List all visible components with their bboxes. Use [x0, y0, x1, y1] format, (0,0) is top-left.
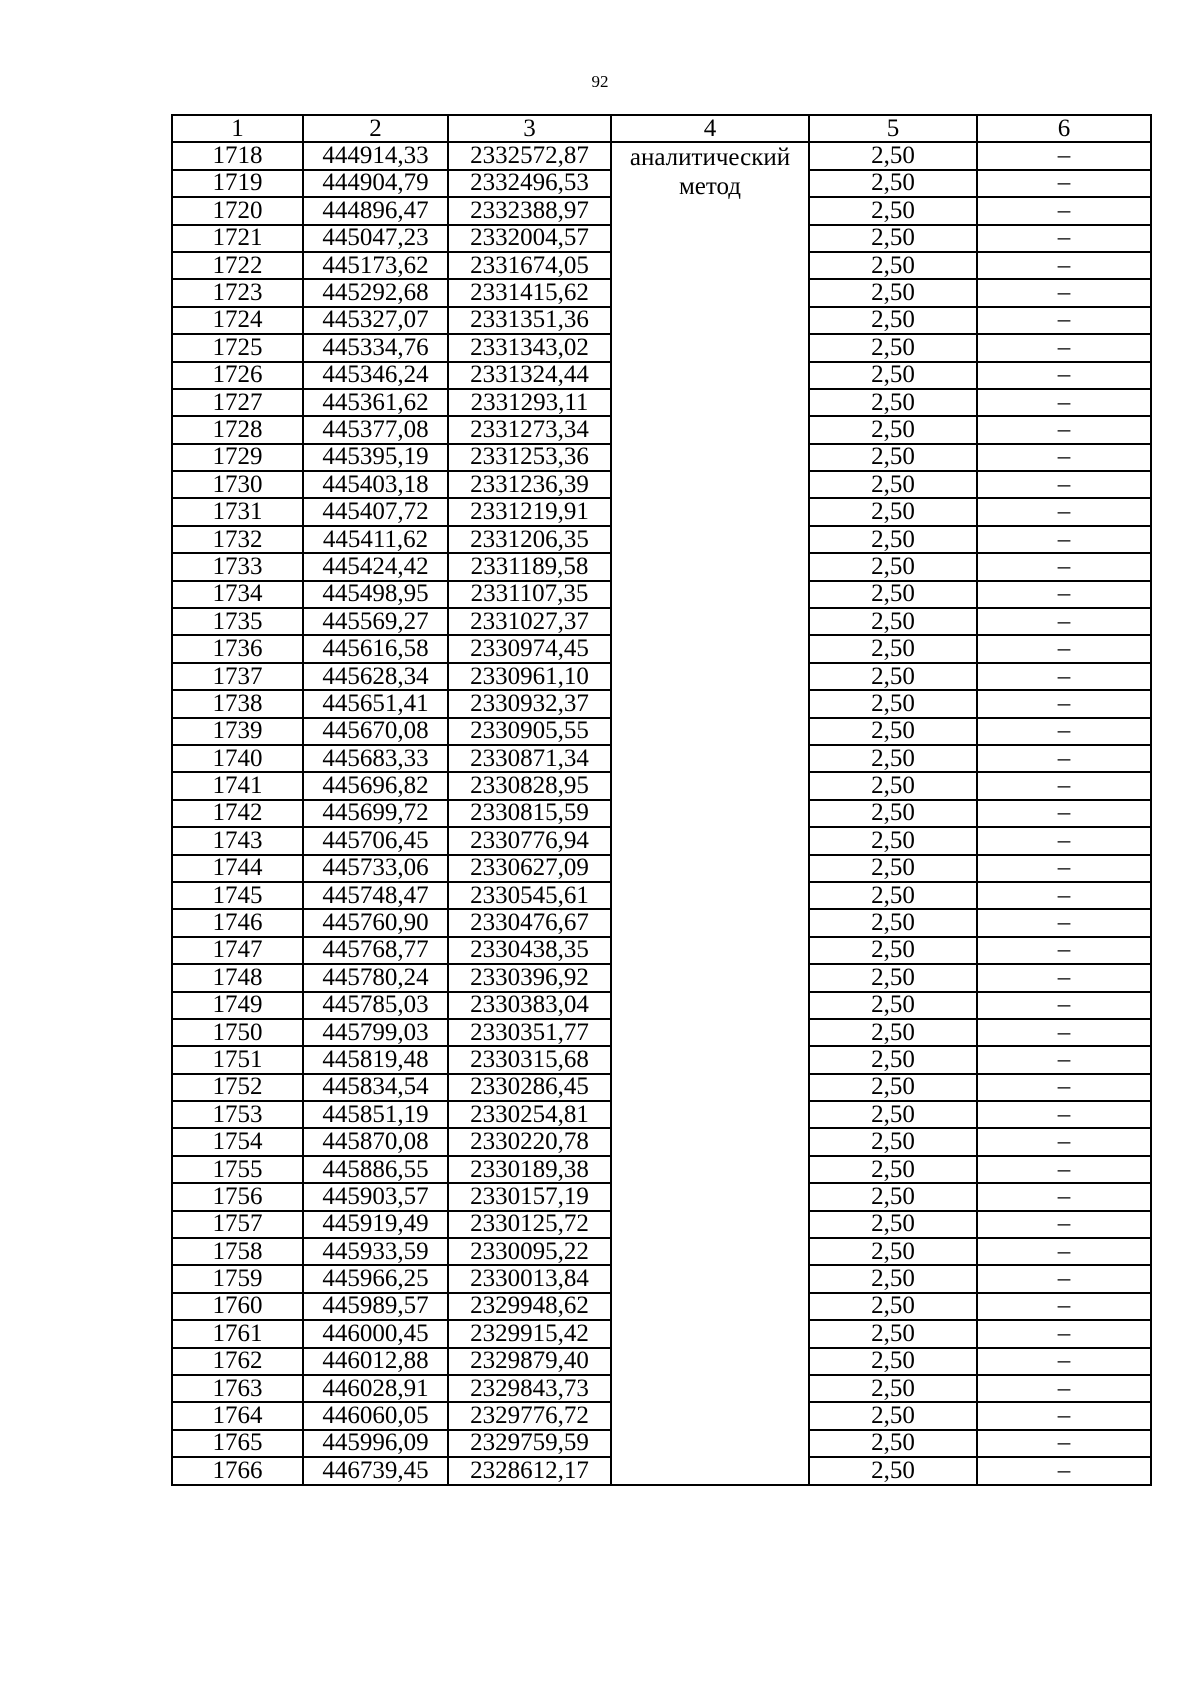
description-cell: –: [977, 279, 1151, 306]
point-number-cell: 1763: [172, 1375, 303, 1402]
y-coordinate-cell: 2332004,57: [448, 225, 611, 252]
y-coordinate-cell: 2331273,34: [448, 416, 611, 443]
accuracy-cell: 2,50: [809, 1211, 977, 1238]
point-number-cell: 1762: [172, 1348, 303, 1375]
x-coordinate-cell: 445780,24: [303, 964, 448, 991]
accuracy-cell: 2,50: [809, 252, 977, 279]
point-number-cell: 1738: [172, 690, 303, 717]
point-number-cell: 1730: [172, 471, 303, 498]
accuracy-cell: 2,50: [809, 1430, 977, 1457]
point-number-cell: 1732: [172, 526, 303, 553]
x-coordinate-cell: 445851,19: [303, 1101, 448, 1128]
description-cell: –: [977, 444, 1151, 471]
x-coordinate-cell: 445651,41: [303, 690, 448, 717]
y-coordinate-cell: 2330254,81: [448, 1101, 611, 1128]
page-number: 92: [591, 72, 609, 91]
description-cell: –: [977, 718, 1151, 745]
x-coordinate-cell: 445683,33: [303, 745, 448, 772]
point-number-cell: 1725: [172, 334, 303, 361]
accuracy-cell: 2,50: [809, 608, 977, 635]
y-coordinate-cell: 2331324,44: [448, 362, 611, 389]
y-coordinate-cell: 2329759,59: [448, 1430, 611, 1457]
description-cell: –: [977, 1019, 1151, 1046]
accuracy-cell: 2,50: [809, 1183, 977, 1210]
point-number-cell: 1740: [172, 745, 303, 772]
accuracy-cell: 2,50: [809, 964, 977, 991]
header-cell: 6: [977, 115, 1151, 142]
accuracy-cell: 2,50: [809, 1375, 977, 1402]
description-cell: –: [977, 690, 1151, 717]
accuracy-cell: 2,50: [809, 142, 977, 169]
accuracy-cell: 2,50: [809, 992, 977, 1019]
description-cell: –: [977, 1101, 1151, 1128]
x-coordinate-cell: 446739,45: [303, 1457, 448, 1484]
accuracy-cell: 2,50: [809, 444, 977, 471]
description-cell: –: [977, 1238, 1151, 1265]
y-coordinate-cell: 2329915,42: [448, 1320, 611, 1347]
y-coordinate-cell: 2329879,40: [448, 1348, 611, 1375]
x-coordinate-cell: 445768,77: [303, 937, 448, 964]
point-number-cell: 1760: [172, 1293, 303, 1320]
accuracy-cell: 2,50: [809, 827, 977, 854]
accuracy-cell: 2,50: [809, 197, 977, 224]
accuracy-cell: 2,50: [809, 170, 977, 197]
description-cell: –: [977, 608, 1151, 635]
description-cell: –: [977, 1348, 1151, 1375]
y-coordinate-cell: 2331206,35: [448, 526, 611, 553]
point-number-cell: 1720: [172, 197, 303, 224]
x-coordinate-cell: 445819,48: [303, 1046, 448, 1073]
x-coordinate-cell: 445699,72: [303, 800, 448, 827]
y-coordinate-cell: 2328612,17: [448, 1457, 611, 1484]
accuracy-cell: 2,50: [809, 389, 977, 416]
accuracy-cell: 2,50: [809, 526, 977, 553]
accuracy-cell: 2,50: [809, 1128, 977, 1155]
accuracy-cell: 2,50: [809, 1457, 977, 1484]
description-cell: –: [977, 1046, 1151, 1073]
header-cell: 3: [448, 115, 611, 142]
header-cell: 2: [303, 115, 448, 142]
description-cell: –: [977, 1293, 1151, 1320]
x-coordinate-cell: 445173,62: [303, 252, 448, 279]
x-coordinate-cell: 445903,57: [303, 1183, 448, 1210]
description-cell: –: [977, 362, 1151, 389]
y-coordinate-cell: 2331107,35: [448, 581, 611, 608]
x-coordinate-cell: 445292,68: [303, 279, 448, 306]
description-cell: –: [977, 1430, 1151, 1457]
y-coordinate-cell: 2329843,73: [448, 1375, 611, 1402]
x-coordinate-cell: 445966,25: [303, 1265, 448, 1292]
accuracy-cell: 2,50: [809, 1293, 977, 1320]
point-number-cell: 1749: [172, 992, 303, 1019]
y-coordinate-cell: 2330383,04: [448, 992, 611, 1019]
x-coordinate-cell: 445327,07: [303, 307, 448, 334]
accuracy-cell: 2,50: [809, 663, 977, 690]
point-number-cell: 1748: [172, 964, 303, 991]
y-coordinate-cell: 2330961,10: [448, 663, 611, 690]
x-coordinate-cell: 445334,76: [303, 334, 448, 361]
point-number-cell: 1737: [172, 663, 303, 690]
point-number-cell: 1764: [172, 1402, 303, 1429]
x-coordinate-cell: 445395,19: [303, 444, 448, 471]
accuracy-cell: 2,50: [809, 498, 977, 525]
x-coordinate-cell: 445407,72: [303, 498, 448, 525]
y-coordinate-cell: 2331219,91: [448, 498, 611, 525]
y-coordinate-cell: 2330189,38: [448, 1156, 611, 1183]
point-number-cell: 1754: [172, 1128, 303, 1155]
point-number-cell: 1743: [172, 827, 303, 854]
y-coordinate-cell: 2331343,02: [448, 334, 611, 361]
point-number-cell: 1723: [172, 279, 303, 306]
description-cell: –: [977, 581, 1151, 608]
description-cell: –: [977, 471, 1151, 498]
point-number-cell: 1766: [172, 1457, 303, 1484]
point-number-cell: 1758: [172, 1238, 303, 1265]
accuracy-cell: 2,50: [809, 635, 977, 662]
x-coordinate-cell: 445760,90: [303, 909, 448, 936]
description-cell: –: [977, 142, 1151, 169]
header-cell: 5: [809, 115, 977, 142]
accuracy-cell: 2,50: [809, 471, 977, 498]
point-number-cell: 1721: [172, 225, 303, 252]
y-coordinate-cell: 2330932,37: [448, 690, 611, 717]
accuracy-cell: 2,50: [809, 745, 977, 772]
accuracy-cell: 2,50: [809, 1238, 977, 1265]
x-coordinate-cell: 445498,95: [303, 581, 448, 608]
accuracy-cell: 2,50: [809, 909, 977, 936]
point-number-cell: 1751: [172, 1046, 303, 1073]
y-coordinate-cell: 2330871,34: [448, 745, 611, 772]
description-cell: –: [977, 307, 1151, 334]
y-coordinate-cell: 2332572,87: [448, 142, 611, 169]
table-body: [172, 142, 1151, 1484]
description-cell: –: [977, 334, 1151, 361]
point-number-cell: 1739: [172, 718, 303, 745]
description-cell: –: [977, 1183, 1151, 1210]
table-row: [172, 142, 1151, 169]
point-number-cell: 1746: [172, 909, 303, 936]
description-cell: –: [977, 827, 1151, 854]
accuracy-cell: 2,50: [809, 553, 977, 580]
x-coordinate-cell: 445919,49: [303, 1211, 448, 1238]
point-number-cell: 1761: [172, 1320, 303, 1347]
accuracy-cell: 2,50: [809, 307, 977, 334]
description-cell: –: [977, 964, 1151, 991]
x-coordinate-cell: 445377,08: [303, 416, 448, 443]
y-coordinate-cell: 2331027,37: [448, 608, 611, 635]
method-line: метод: [678, 173, 741, 201]
x-coordinate-cell: 445870,08: [303, 1128, 448, 1155]
point-number-cell: 1765: [172, 1430, 303, 1457]
point-number-cell: 1724: [172, 307, 303, 334]
accuracy-cell: 2,50: [809, 1320, 977, 1347]
x-coordinate-cell: 445346,24: [303, 362, 448, 389]
method-line: аналитический: [629, 144, 791, 172]
accuracy-cell: 2,50: [809, 882, 977, 909]
description-cell: –: [977, 170, 1151, 197]
accuracy-cell: 2,50: [809, 1402, 977, 1429]
x-coordinate-cell: 445696,82: [303, 772, 448, 799]
description-cell: –: [977, 389, 1151, 416]
accuracy-cell: 2,50: [809, 1074, 977, 1101]
description-cell: –: [977, 1402, 1151, 1429]
x-coordinate-cell: 445886,55: [303, 1156, 448, 1183]
x-coordinate-cell: 444914,33: [303, 142, 448, 169]
accuracy-cell: 2,50: [809, 1046, 977, 1073]
point-number-cell: 1744: [172, 855, 303, 882]
x-coordinate-cell: 445616,58: [303, 635, 448, 662]
accuracy-cell: 2,50: [809, 225, 977, 252]
accuracy-cell: 2,50: [809, 1265, 977, 1292]
accuracy-cell: 2,50: [809, 855, 977, 882]
x-coordinate-cell: 446060,05: [303, 1402, 448, 1429]
point-number-cell: 1722: [172, 252, 303, 279]
point-number-cell: 1741: [172, 772, 303, 799]
y-coordinate-cell: 2330545,61: [448, 882, 611, 909]
x-coordinate-cell: 446012,88: [303, 1348, 448, 1375]
accuracy-cell: 2,50: [809, 937, 977, 964]
y-coordinate-cell: 2330220,78: [448, 1128, 611, 1155]
x-coordinate-cell: 445047,23: [303, 225, 448, 252]
coordinates-table: [171, 114, 1152, 1486]
x-coordinate-cell: 444896,47: [303, 197, 448, 224]
description-cell: –: [977, 526, 1151, 553]
y-coordinate-cell: 2329776,72: [448, 1402, 611, 1429]
x-coordinate-cell: 446000,45: [303, 1320, 448, 1347]
description-cell: –: [977, 1211, 1151, 1238]
x-coordinate-cell: 445989,57: [303, 1293, 448, 1320]
x-coordinate-cell: 445748,47: [303, 882, 448, 909]
y-coordinate-cell: 2332496,53: [448, 170, 611, 197]
header-cell: 1: [172, 115, 303, 142]
y-coordinate-cell: 2330828,95: [448, 772, 611, 799]
point-number-cell: 1719: [172, 170, 303, 197]
description-cell: –: [977, 1457, 1151, 1484]
method-cell: [611, 142, 809, 1484]
y-coordinate-cell: 2331415,62: [448, 279, 611, 306]
point-number-cell: 1742: [172, 800, 303, 827]
point-number-cell: 1755: [172, 1156, 303, 1183]
point-number-cell: 1752: [172, 1074, 303, 1101]
description-cell: –: [977, 1375, 1151, 1402]
description-cell: –: [977, 1320, 1151, 1347]
x-coordinate-cell: 445706,45: [303, 827, 448, 854]
y-coordinate-cell: 2330476,67: [448, 909, 611, 936]
accuracy-cell: 2,50: [809, 581, 977, 608]
description-cell: –: [977, 1265, 1151, 1292]
point-number-cell: 1757: [172, 1211, 303, 1238]
point-number-cell: 1747: [172, 937, 303, 964]
y-coordinate-cell: 2331236,39: [448, 471, 611, 498]
y-coordinate-cell: 2331293,11: [448, 389, 611, 416]
description-cell: –: [977, 882, 1151, 909]
x-coordinate-cell: 445933,59: [303, 1238, 448, 1265]
description-cell: –: [977, 937, 1151, 964]
point-number-cell: 1729: [172, 444, 303, 471]
point-number-cell: 1728: [172, 416, 303, 443]
y-coordinate-cell: 2331253,36: [448, 444, 611, 471]
y-coordinate-cell: 2331674,05: [448, 252, 611, 279]
y-coordinate-cell: 2330315,68: [448, 1046, 611, 1073]
y-coordinate-cell: 2330396,92: [448, 964, 611, 991]
point-number-cell: 1759: [172, 1265, 303, 1292]
x-coordinate-cell: 446028,91: [303, 1375, 448, 1402]
y-coordinate-cell: 2330776,94: [448, 827, 611, 854]
description-cell: –: [977, 772, 1151, 799]
y-coordinate-cell: 2330905,55: [448, 718, 611, 745]
x-coordinate-cell: 445361,62: [303, 389, 448, 416]
x-coordinate-cell: 445403,18: [303, 471, 448, 498]
description-cell: –: [977, 635, 1151, 662]
y-coordinate-cell: 2330125,72: [448, 1211, 611, 1238]
description-cell: –: [977, 498, 1151, 525]
accuracy-cell: 2,50: [809, 772, 977, 799]
x-coordinate-cell: 444904,79: [303, 170, 448, 197]
point-number-cell: 1731: [172, 498, 303, 525]
x-coordinate-cell: 445996,09: [303, 1430, 448, 1457]
y-coordinate-cell: 2330974,45: [448, 635, 611, 662]
point-number-cell: 1727: [172, 389, 303, 416]
description-cell: –: [977, 553, 1151, 580]
point-number-cell: 1750: [172, 1019, 303, 1046]
x-coordinate-cell: 445670,08: [303, 718, 448, 745]
x-coordinate-cell: 445628,34: [303, 663, 448, 690]
accuracy-cell: 2,50: [809, 800, 977, 827]
accuracy-cell: 2,50: [809, 1101, 977, 1128]
point-number-cell: 1736: [172, 635, 303, 662]
y-coordinate-cell: 2330157,19: [448, 1183, 611, 1210]
y-coordinate-cell: 2330013,84: [448, 1265, 611, 1292]
description-cell: –: [977, 855, 1151, 882]
point-number-cell: 1745: [172, 882, 303, 909]
y-coordinate-cell: 2331351,36: [448, 307, 611, 334]
y-coordinate-cell: 2332388,97: [448, 197, 611, 224]
header-cell: 4: [611, 115, 809, 142]
accuracy-cell: 2,50: [809, 334, 977, 361]
point-number-cell: 1734: [172, 581, 303, 608]
description-cell: –: [977, 909, 1151, 936]
y-coordinate-cell: 2330627,09: [448, 855, 611, 882]
description-cell: –: [977, 252, 1151, 279]
x-coordinate-cell: 445785,03: [303, 992, 448, 1019]
point-number-cell: 1735: [172, 608, 303, 635]
x-coordinate-cell: 445411,62: [303, 526, 448, 553]
accuracy-cell: 2,50: [809, 362, 977, 389]
description-cell: –: [977, 663, 1151, 690]
description-cell: –: [977, 992, 1151, 1019]
x-coordinate-cell: 445569,27: [303, 608, 448, 635]
accuracy-cell: 2,50: [809, 690, 977, 717]
y-coordinate-cell: 2330095,22: [448, 1238, 611, 1265]
point-number-cell: 1753: [172, 1101, 303, 1128]
accuracy-cell: 2,50: [809, 416, 977, 443]
x-coordinate-cell: 445834,54: [303, 1074, 448, 1101]
accuracy-cell: 2,50: [809, 718, 977, 745]
y-coordinate-cell: 2330815,59: [448, 800, 611, 827]
accuracy-cell: 2,50: [809, 279, 977, 306]
y-coordinate-cell: 2331189,58: [448, 553, 611, 580]
description-cell: –: [977, 1156, 1151, 1183]
description-cell: –: [977, 1128, 1151, 1155]
point-number-cell: 1756: [172, 1183, 303, 1210]
description-cell: –: [977, 416, 1151, 443]
point-number-cell: 1718: [172, 142, 303, 169]
description-cell: –: [977, 225, 1151, 252]
x-coordinate-cell: 445799,03: [303, 1019, 448, 1046]
description-cell: –: [977, 745, 1151, 772]
point-number-cell: 1726: [172, 362, 303, 389]
description-cell: –: [977, 197, 1151, 224]
x-coordinate-cell: 445733,06: [303, 855, 448, 882]
y-coordinate-cell: 2330438,35: [448, 937, 611, 964]
accuracy-cell: 2,50: [809, 1348, 977, 1375]
accuracy-cell: 2,50: [809, 1156, 977, 1183]
description-cell: –: [977, 1074, 1151, 1101]
y-coordinate-cell: 2329948,62: [448, 1293, 611, 1320]
table-header-row: [172, 115, 1151, 142]
x-coordinate-cell: 445424,42: [303, 553, 448, 580]
description-cell: –: [977, 800, 1151, 827]
accuracy-cell: 2,50: [809, 1019, 977, 1046]
y-coordinate-cell: 2330286,45: [448, 1074, 611, 1101]
point-number-cell: 1733: [172, 553, 303, 580]
y-coordinate-cell: 2330351,77: [448, 1019, 611, 1046]
